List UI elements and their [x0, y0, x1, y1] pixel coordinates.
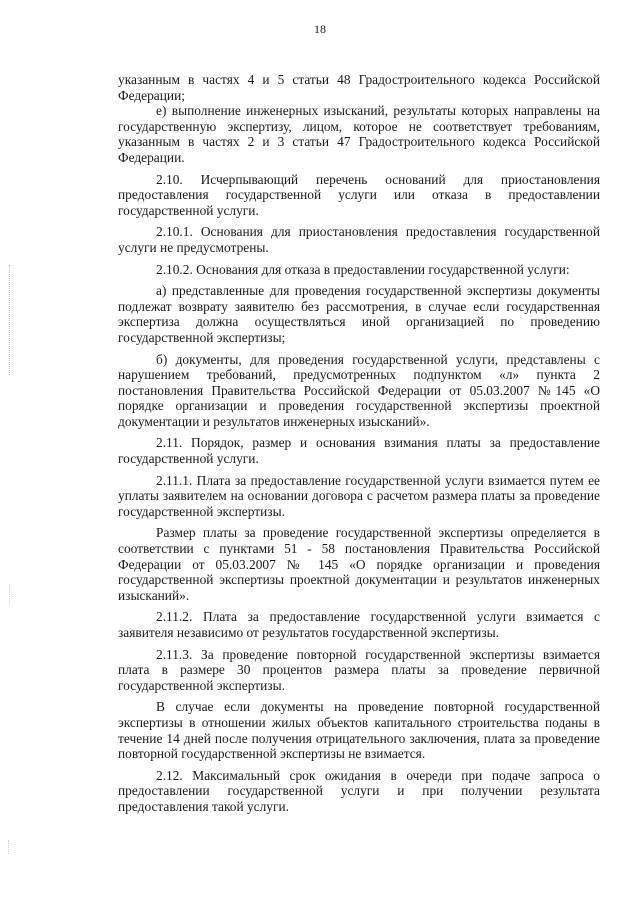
- paragraph-item-a: а) представленные для проведения государственной экспертизы документы подлежат возврату заявителю без рассмотрения, в случае если государственная экспертиза должна осуществляться иной организацией по проведению государственной экспертизы;: [118, 283, 600, 345]
- paragraph-2-10: 2.10. Исчерпывающий перечень оснований для приостановления предоставления государственной услуги или отказа в предоставлении государственной услуги.: [118, 171, 600, 218]
- paragraph-2-11-2: 2.11.2. Плата за предоставление государственной услуги взимается с заявителя независимо от результатов государственной экспертизы.: [118, 609, 600, 640]
- margin-mark: [8, 840, 11, 854]
- paragraph-2-11-1: 2.11.1. Плата за предоставление государственной услуги взимается путем ее уплаты заявителем на основании договора с расчетом размера платы за проведение государственной экспертизы.: [118, 472, 600, 519]
- paragraph-2-11-3: 2.11.3. За проведение повторной государственной экспертизы взимается плата в размере 30 процентов размера платы за проведение первичной государственной экспертизы.: [118, 646, 600, 693]
- paragraph-2-10-2: 2.10.2. Основания для отказа в предоставлении государственной услуги:: [156, 261, 570, 277]
- paragraph-continuation: указанным в частях 4 и 5 статьи 48 Градостроительного кодекса Российской Федерации;: [118, 72, 600, 103]
- document-body: [118, 72, 600, 815]
- paragraph-repeat-exam: В случае если документы на проведение повторной государственной экспертизы в отношении жилых объектов капитального строительства поданы в течение 14 дней после получения отрицательного заключения, плата за проведение повторной государственной экспертизы не взимается.: [118, 699, 600, 762]
- paragraph-2-12: 2.12. Максимальный срок ожидания в очереди при подаче запроса о предоставлении государственной услуги и при получении результата предоставления такой услуги.: [118, 767, 600, 814]
- paragraph-item-b: б) документы, для проведения государственной услуги, представлены с нарушением требований, предусмотренных подпунктом «л» пункта 2 постановления Правительства Российской Федерации от 05.03.2007 №145 «О порядке организации и проведения государственной экспертизы проектной документации и результатов инженерных изысканий».: [118, 351, 600, 429]
- paragraph-2-10-1: 2.10.1. Основания для приостановления предоставления государственной услуги не предусмотрены.: [118, 224, 600, 255]
- paragraph-2-11: 2.11. Порядок, размер и основания взимания платы за предоставление государственной услуги.: [118, 435, 600, 467]
- margin-mark: [9, 585, 12, 605]
- paragraph-item-e: е) выполнение инженерных изысканий, результаты которых направлены на государственную экспертизу, лицом, которое не соответствует требованиям, указанным в частях 2 и 3 статьи 47 Градостроительного кодекса Российской Федерации.: [118, 103, 600, 165]
- paragraph-fee-size: Размер платы за проведение государственной экспертизы определяется в соответствии с пунктами 51 - 58 постановления Правительства Российской Федерации от 05.03.2007 № 145 «О порядке организации и проведения государственной экспертизы проектной документации и результатов инженерных изысканий».: [118, 525, 600, 603]
- margin-mark: [9, 265, 12, 375]
- page-number: 18: [314, 22, 326, 36]
